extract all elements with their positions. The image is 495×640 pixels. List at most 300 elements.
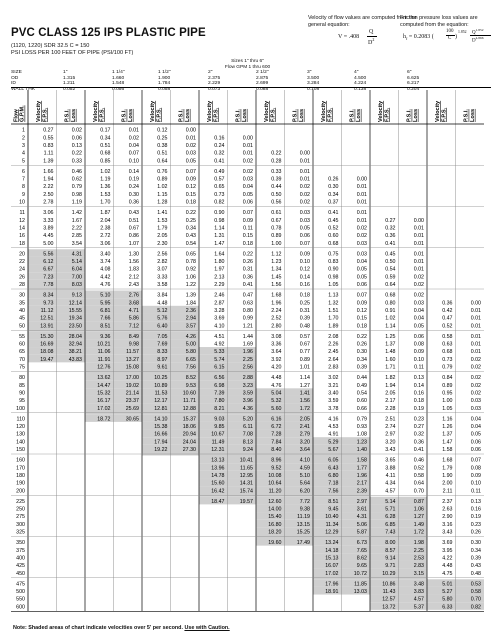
velocity-cell: 2.83 — [328, 364, 339, 371]
psi-loss-column-header: Loss — [469, 108, 476, 122]
psi-loss-cell: 1.98 — [413, 540, 424, 547]
psi-loss-cell: 0.64 — [413, 480, 424, 487]
spec-value: 1.660 — [112, 75, 125, 81]
psi-loss-cell: 10.60 — [182, 390, 196, 397]
psi-loss-cell: 7.00 — [71, 274, 82, 281]
velocity-cell: 8.51 — [328, 498, 339, 505]
flow-gpm-cell: 350 — [16, 540, 25, 547]
psi-loss-cell: 0.02 — [185, 142, 196, 149]
psi-loss-cell: 1.06 — [413, 506, 424, 513]
velocity-cell: 15.60 — [211, 480, 225, 487]
velocity-cell: 5.76 — [157, 315, 168, 322]
spec-value: 0.138 — [354, 86, 367, 92]
velocity-cell: 5.80 — [442, 596, 453, 603]
velocity-cell: 1.25 — [385, 333, 396, 340]
velocity-cell: 2.22 — [43, 184, 54, 191]
psi-loss-cell: 1.41 — [299, 390, 310, 397]
velocity-cell: 3.08 — [271, 333, 282, 340]
velocity-cell: 1.36 — [100, 184, 111, 191]
velocity-cell: 1.02 — [385, 315, 396, 322]
velocity-cell: 0.79 — [442, 364, 453, 371]
footnote — [13, 625, 230, 631]
velocity-cell: 11.12 — [40, 307, 54, 314]
velocity-cell: 1.70 — [328, 315, 339, 322]
psi-loss-cell: 0.67 — [299, 341, 310, 348]
psi-loss-cell: 0.07 — [185, 168, 196, 175]
psi-loss-cell: 0.09 — [356, 300, 367, 307]
flow-gpm-cell: 2 — [22, 135, 25, 142]
flow-gpm-cell: 100 — [16, 405, 25, 412]
velocity-cell: 19.47 — [40, 356, 54, 363]
psi-loss-cell: 12.14 — [68, 300, 82, 307]
flow-gpm-cell: 1 — [22, 127, 25, 134]
psi-loss-cell: 1.08 — [356, 431, 367, 438]
psi-loss-cell: 10.41 — [239, 457, 253, 464]
psi-loss-cell: 43.83 — [68, 356, 82, 363]
psi-loss-cell: 6.65 — [185, 356, 196, 363]
velocity-cell: 3.20 — [385, 439, 396, 446]
velocity-cell: 16.17 — [97, 398, 111, 405]
psi-loss-cell: 3.20 — [299, 439, 310, 446]
velocity-cell: 2.05 — [385, 390, 396, 397]
spec-value: 1 1/2" — [158, 70, 171, 75]
psi-loss-cell: 3.61 — [356, 506, 367, 513]
velocity-cell: 0.58 — [442, 333, 453, 340]
velocity-cell: 6.43 — [328, 465, 339, 472]
psi-loss-cell: 1.19 — [71, 199, 82, 206]
spec-value: 1.548 — [112, 81, 125, 87]
flow-gpm-cell: 10 — [19, 199, 25, 206]
psi-loss-cell: 0.01 — [356, 210, 367, 217]
velocity-cell: 4.20 — [271, 364, 282, 371]
psi-loss-cell: 15.08 — [125, 364, 139, 371]
psi-loss-cell: 7.56 — [185, 364, 196, 371]
velocity-cell: 0.75 — [328, 251, 339, 258]
velocity-cell: 1.68 — [271, 292, 282, 299]
velocity-cell: 0.90 — [328, 266, 339, 273]
velocity-cell: 10.08 — [268, 472, 282, 479]
psi-loss-cell: 0.02 — [71, 127, 82, 134]
velocity-cell: 0.50 — [385, 259, 396, 266]
psi-loss-cell: 0.07 — [128, 150, 139, 157]
spec-value: 1.211 — [63, 81, 75, 87]
velocity-cell: 0.67 — [271, 217, 282, 224]
psi-loss-cell: 0.01 — [470, 349, 481, 356]
psi-loss-cell: 0.89 — [299, 356, 310, 363]
psi-loss-cell: 2.88 — [242, 375, 253, 382]
velocity-formula: V = .408 Q $D^2$ — [338, 30, 388, 46]
psi-loss-cell: 23.37 — [125, 398, 139, 405]
velocity-cell: 0.12 — [157, 127, 168, 134]
flow-gpm-cell: 325 — [16, 529, 25, 536]
velocity-cell: 6.15 — [214, 364, 225, 371]
psi-loss-cell: 0.70 — [470, 596, 481, 603]
velocity-cell: 1.28 — [157, 199, 168, 206]
velocity-column-header: F.P.S. — [213, 107, 220, 122]
psi-loss-cell: 1.40 — [356, 447, 367, 453]
spec-value: 2.699 — [256, 81, 269, 87]
velocity-cell: 1.00 — [271, 240, 282, 247]
spec-value: 2.229 — [208, 81, 221, 87]
psi-loss-cell: 4.36 — [242, 405, 253, 412]
psi-loss-cell: 0.52 — [413, 465, 424, 472]
velocity-cell: 1.19 — [100, 176, 111, 183]
psi-loss-cell: 2.97 — [356, 498, 367, 505]
flow-gpm-cell: 26 — [19, 274, 25, 281]
psi-loss-cell: 0.22 — [185, 210, 196, 217]
velocity-cell: 2.28 — [385, 405, 396, 412]
psi-loss-cell: 0.01 — [299, 176, 310, 183]
velocity-cell: 1.70 — [100, 199, 111, 206]
velocity-column-header: F.P.S. — [327, 107, 334, 122]
velocity-cell: 0.41 — [328, 210, 339, 217]
psi-loss-cell: 9.38 — [299, 506, 310, 513]
psi-loss-cell: 0.02 — [128, 135, 139, 142]
velocity-cell: 9.61 — [157, 364, 168, 371]
psi-loss-cell: 0.05 — [356, 266, 367, 273]
velocity-cell: 0.89 — [157, 176, 168, 183]
psi-loss-cell: 4.31 — [356, 514, 367, 521]
velocity-cell: 15.38 — [154, 424, 168, 431]
velocity-cell: 1.05 — [328, 282, 339, 288]
velocity-cell: 3.92 — [271, 356, 282, 363]
velocity-column-header: Velocity — [435, 100, 442, 122]
psi-loss-cell: 15.74 — [239, 488, 253, 495]
velocity-cell: 4.75 — [442, 570, 453, 577]
velocity-cell: 0.47 — [442, 315, 453, 322]
psi-loss-cell: 14.31 — [239, 480, 253, 487]
psi-loss-cell: 1.56 — [128, 259, 139, 266]
psi-loss-cell: 3.64 — [299, 447, 310, 453]
flow-gpm-cell: 35 — [19, 300, 25, 307]
velocity-cell: 0.34 — [328, 191, 339, 198]
psi-loss-cell: 17.49 — [296, 540, 310, 547]
psi-loss-cell: 2.17 — [356, 480, 367, 487]
velocity-cell: 3.88 — [385, 465, 396, 472]
psi-loss-cell: 0.34 — [185, 225, 196, 232]
velocity-cell: 3.69 — [442, 540, 453, 547]
velocity-cell: 4.48 — [442, 563, 453, 570]
psi-loss-cell: 8.49 — [128, 333, 139, 340]
velocity-cell: 2.56 — [157, 251, 168, 258]
velocity-cell: 1.41 — [157, 210, 168, 217]
spec-value: 0.058 — [158, 86, 171, 92]
psi-loss-cell: 0.11 — [471, 488, 481, 495]
psi-loss-cell: 0.01 — [413, 266, 424, 273]
flow-gpm-cell: 80 — [19, 375, 25, 382]
velocity-cell: 15.32 — [97, 390, 111, 397]
velocity-cell: 9.36 — [100, 333, 111, 340]
velocity-cell: 5.10 — [100, 292, 111, 299]
flow-gpm-cell: 400 — [16, 555, 25, 562]
velocity-cell: 3.58 — [157, 282, 168, 288]
spec-label: OD — [11, 75, 19, 81]
psi-loss-cell: 0.01 — [470, 323, 481, 330]
psi-loss-cell: 11.85 — [354, 581, 367, 588]
velocity-cell: 0.68 — [328, 240, 339, 247]
psi-loss-cell: 0.51 — [128, 217, 139, 224]
velocity-cell: 7.56 — [328, 488, 339, 495]
velocity-cell: 13.91 — [40, 323, 54, 330]
velocity-cell: 1.45 — [271, 274, 282, 281]
psi-loss-cell: 0.16 — [413, 390, 424, 397]
flow-gpm-cell: 160 — [16, 457, 25, 464]
velocity-cell: 7.69 — [157, 341, 168, 348]
velocity-cell: 0.36 — [385, 233, 396, 240]
psi-loss-cell: 15.55 — [68, 307, 82, 314]
psi-loss-cell: 0.01 — [470, 341, 481, 348]
psi-loss-cell: 2.56 — [242, 364, 253, 371]
velocity-cell: 16.66 — [154, 431, 168, 438]
psi-loss-cell: 0.15 — [185, 191, 196, 198]
flow-gpm-cell: 450 — [16, 570, 25, 577]
psi-loss-cell: 6.73 — [356, 540, 367, 547]
flow-gpm-cell: 16 — [19, 233, 25, 240]
velocity-cell: 2.72 — [100, 233, 111, 240]
velocity-column-header: Velocity — [93, 100, 100, 122]
flow-gpm-cell: 28 — [19, 282, 25, 288]
velocity-column-header: F.P.S. — [156, 107, 163, 122]
velocity-cell: 4.91 — [328, 431, 339, 438]
psi-loss-cell: 0.03 — [470, 405, 481, 412]
velocity-cell: 0.32 — [385, 225, 396, 232]
velocity-cell: 8.40 — [271, 447, 282, 453]
psi-loss-cell: 0.02 — [470, 364, 481, 371]
velocity-cell: 2.80 — [271, 323, 282, 330]
velocity-cell: 7.66 — [100, 315, 111, 322]
velocity-cell: 1.64 — [214, 251, 225, 258]
psi-loss-cell: 0.04 — [413, 315, 424, 322]
velocity-cell: 1.47 — [442, 439, 453, 446]
velocity-cell: 4.42 — [100, 274, 111, 281]
velocity-cell: 12.31 — [211, 447, 225, 453]
velocity-cell: 7.05 — [157, 333, 168, 340]
flow-gpm-cell: 225 — [16, 498, 25, 505]
psi-loss-cell: 0.01 — [356, 217, 367, 224]
psi-loss-cell: 0.11 — [243, 225, 253, 232]
velocity-cell: 2.05 — [157, 233, 168, 240]
psi-loss-cell: 0.02 — [299, 184, 310, 191]
velocity-cell: 5.14 — [385, 498, 396, 505]
velocity-cell: 6.85 — [385, 521, 396, 528]
psi-loss-cell: 3.15 — [413, 570, 424, 577]
velocity-cell: 1.68 — [442, 457, 453, 464]
psi-loss-cell: 0.03 — [242, 176, 253, 183]
velocity-cell: 0.63 — [442, 341, 453, 348]
psi-loss-cell: 0.09 — [242, 217, 253, 224]
psi-loss-cell: 0.47 — [242, 292, 253, 299]
psi-loss-cell: 2.79 — [299, 431, 310, 438]
psi-loss-cell: 0.54 — [185, 240, 196, 247]
psi-loss-column-header: Loss — [241, 108, 248, 122]
psi-loss-cell: 0.19 — [413, 405, 424, 412]
velocity-cell: 8.57 — [385, 547, 396, 554]
velocity-cell: 0.41 — [214, 158, 225, 165]
size-range-heading — [0, 59, 495, 70]
velocity-cell: 5.12 — [157, 307, 168, 314]
psi-loss-cell: 0.57 — [299, 333, 310, 340]
velocity-cell: 10.29 — [382, 570, 396, 577]
velocity-cell: 5.27 — [442, 589, 453, 596]
psi-loss-cell: 2.76 — [128, 292, 139, 299]
velocity-cell: 9.52 — [271, 465, 282, 472]
velocity-cell: 2.78 — [43, 199, 54, 206]
psi-loss-cell: 0.98 — [71, 191, 82, 198]
psi-loss-cell: 0.02 — [413, 274, 424, 281]
velocity-column-header: F.P.S. — [441, 107, 448, 122]
psi-loss-cell: 0.43 — [470, 563, 481, 570]
psi-loss-cell: 4.31 — [71, 251, 82, 258]
psi-loss-cell: 0.12 — [185, 184, 196, 191]
psi-loss-cell: 3.59 — [242, 390, 253, 397]
velocity-cell: 18.91 — [325, 589, 339, 596]
psi-loss-cell: 8.13 — [242, 439, 253, 446]
psi-loss-cell: 3.48 — [413, 581, 424, 588]
velocity-cell: 0.98 — [214, 217, 225, 224]
psi-loss-cell: 2.94 — [185, 315, 196, 322]
velocity-cell: 2.82 — [157, 259, 168, 266]
velocity-cell: 0.73 — [214, 191, 225, 198]
velocity-cell: 9.71 — [385, 563, 396, 570]
velocity-cell: 4.76 — [271, 382, 282, 389]
velocity-column-header: Velocity — [378, 100, 385, 122]
velocity-cell: 4.22 — [442, 555, 453, 562]
velocity-cell: 1.53 — [100, 191, 111, 198]
psi-loss-cell: 0.05 — [470, 431, 481, 438]
psi-loss-cell: 0.80 — [242, 307, 253, 314]
psi-loss-cell: 1.58 — [356, 457, 367, 464]
velocity-cell: 1.51 — [328, 307, 339, 314]
velocity-cell: 0.16 — [214, 135, 225, 142]
velocity-cell: 1.79 — [442, 465, 453, 472]
flow-gpm-cell: 7 — [22, 176, 25, 183]
velocity-cell: 8.34 — [43, 292, 54, 299]
psi-loss-cell: 7.08 — [242, 431, 253, 438]
flow-gpm-cell: 11 — [19, 210, 25, 217]
spec-value: 1.315 — [63, 75, 76, 81]
psi-loss-cell: 1.39 — [185, 292, 196, 299]
velocity-cell: 0.52 — [442, 323, 453, 330]
psi-loss-cell: 0.86 — [128, 233, 139, 240]
velocity-cell: 5.33 — [214, 349, 225, 356]
psi-loss-cell: 0.19 — [128, 176, 139, 183]
velocity-cell: 7.84 — [271, 439, 282, 446]
velocity-cell: 2.04 — [100, 217, 111, 224]
velocity-cell: 0.78 — [271, 225, 282, 232]
friction-note: Friction pressure loss values are computed from the equation: — [400, 15, 478, 28]
velocity-cell: 10.86 — [382, 581, 396, 588]
psi-loss-cell: 0.14 — [413, 382, 424, 389]
psi-loss-cell: 0.39 — [299, 315, 310, 322]
psi-loss-cell: 38.21 — [68, 349, 82, 356]
velocity-cell: 0.45 — [385, 251, 396, 258]
psi-loss-cell: 1.23 — [356, 439, 367, 446]
psi-loss-cell: 0.13 — [413, 375, 424, 382]
spec-value: 1.784 — [158, 81, 171, 87]
velocity-cell: 0.98 — [328, 274, 339, 281]
psi-loss-cell: 0.87 — [413, 498, 424, 505]
spec-value: 0.088 — [256, 86, 269, 92]
velocity-cell: 11.20 — [268, 488, 282, 495]
spec-value: 4.500 — [354, 75, 367, 81]
velocity-cell: 3.65 — [385, 457, 396, 464]
velocity-cell: 14.78 — [211, 472, 225, 479]
psi-loss-cell: 0.30 — [356, 349, 367, 356]
psi-loss-cell: 0.34 — [356, 356, 367, 363]
velocity-cell: 18.20 — [268, 529, 282, 536]
psi-loss-cell: 0.05 — [356, 274, 367, 281]
velocity-cell: 4.45 — [43, 233, 54, 240]
flow-gpm-cell: 200 — [16, 488, 25, 495]
velocity-cell: 5.71 — [385, 506, 396, 513]
psi-loss-cell: 15.25 — [296, 529, 310, 536]
psi-loss-cell: 0.16 — [299, 282, 310, 288]
size-heading: Sizes 1" thru 6" — [231, 59, 264, 64]
velocity-cell: 9.14 — [385, 555, 396, 562]
velocity-cell: 15.30 — [40, 333, 54, 340]
psi-loss-cell: 3.54 — [71, 240, 82, 247]
velocity-cell: 0.42 — [442, 307, 453, 314]
velocity-cell: 1.71 — [385, 364, 396, 371]
psi-loss-cell: 0.53 — [470, 581, 481, 588]
psi-loss-cell: 0.14 — [299, 274, 310, 281]
psi-loss-column-header: P.S.I. — [121, 109, 128, 122]
velocity-cell: 4.53 — [328, 424, 339, 431]
psi-loss-cell: 0.02 — [242, 168, 253, 175]
psi-loss-cell: 9.24 — [242, 447, 253, 453]
velocity-cell: 1.58 — [442, 447, 453, 453]
psi-loss-cell: 5.06 — [356, 521, 367, 528]
friction-loss-table — [11, 90, 484, 622]
psi-loss-cell: 0.15 — [242, 233, 253, 240]
velocity-cell: 0.52 — [328, 225, 339, 232]
velocity-cell: 6.72 — [271, 424, 282, 431]
psi-loss-cell: 0.00 — [356, 176, 367, 183]
velocity-cell: 2.52 — [271, 315, 282, 322]
psi-loss-cell: 0.18 — [299, 292, 310, 299]
spec-value: 3.284 — [307, 81, 320, 87]
velocity-cell: 0.28 — [271, 158, 282, 165]
velocity-cell: 0.76 — [157, 168, 168, 175]
psi-loss-column-header: Loss — [412, 108, 419, 122]
flow-gpm-cell: 95 — [19, 398, 25, 405]
psi-loss-cell: 0.01 — [242, 150, 253, 157]
velocity-cell: 0.89 — [271, 233, 282, 240]
psi-loss-cell: 11.19 — [297, 514, 310, 521]
psi-loss-cell: 0.02 — [470, 375, 481, 382]
psi-loss-cell: 0.11 — [414, 364, 424, 371]
spec-value: 3" — [307, 70, 312, 75]
velocity-cell: 2.30 — [157, 240, 168, 247]
psi-loss-cell: 0.03 — [185, 150, 196, 157]
velocity-cell: 0.25 — [157, 135, 168, 142]
velocity-cell: 14.18 — [325, 547, 339, 554]
velocity-cell: 14.47 — [97, 382, 111, 389]
flow-gpm-cell: 375 — [16, 547, 25, 554]
psi-loss-cell: 0.32 — [413, 431, 424, 438]
flow-heading: Flow GPM 1 thru 600 — [224, 64, 271, 70]
velocity-cell: 0.85 — [100, 158, 111, 165]
velocity-cell: 11.43 — [382, 589, 396, 596]
velocity-cell: 13.72 — [382, 604, 396, 611]
velocity-column-header: Velocity — [36, 100, 43, 122]
psi-loss-cell: 5.00 — [185, 341, 196, 348]
flow-gpm-cell: 500 — [16, 589, 25, 596]
page-title: PVC CLASS 125 IPS PLASTIC PIPE — [11, 27, 206, 39]
psi-loss-cell: 0.06 — [242, 199, 253, 206]
velocity-column-header: Velocity — [264, 100, 271, 122]
psi-loss-cell: 0.09 — [413, 349, 424, 356]
